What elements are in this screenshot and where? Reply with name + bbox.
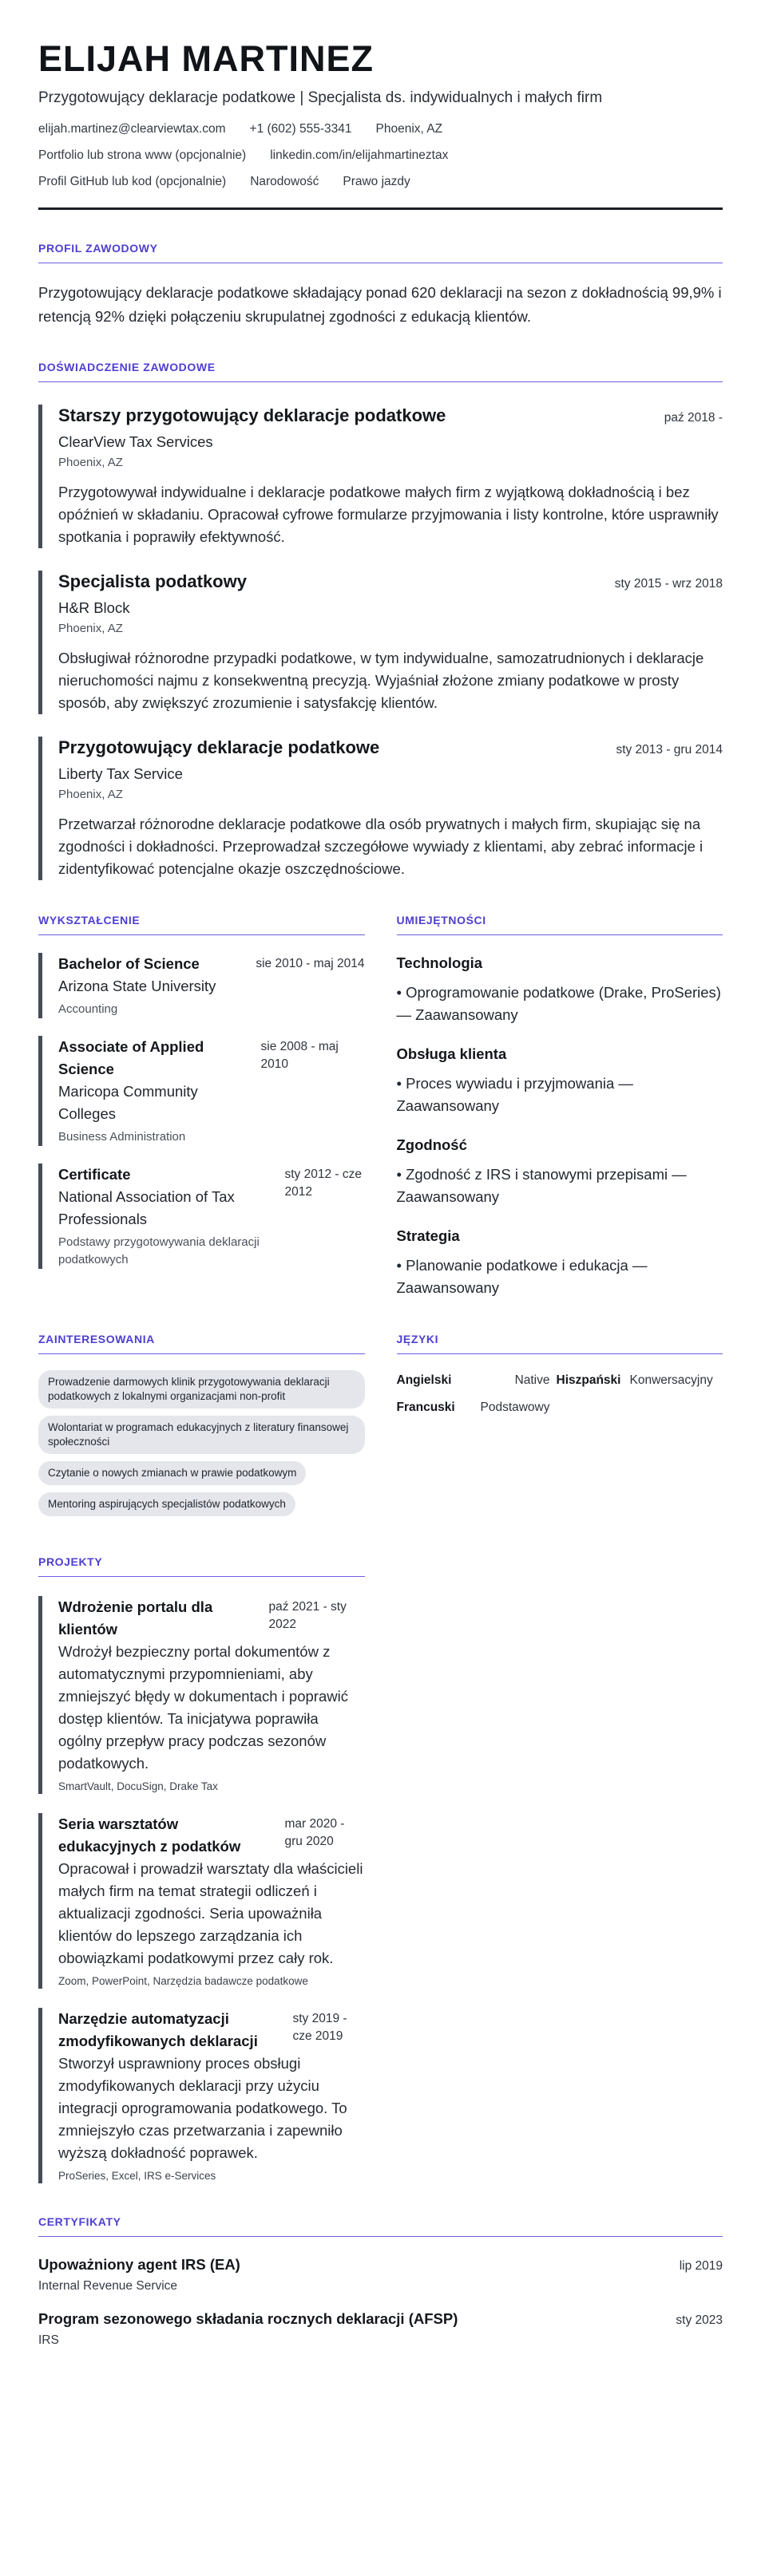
job-company: ClearView Tax Services: [58, 433, 213, 450]
job-company: Liberty Tax Service: [58, 765, 183, 782]
education-entry: [38, 1036, 365, 1146]
certification-name: Upoważniony agent IRS (EA): [38, 2256, 240, 2273]
skill-item: • Proces wywiadu i przyjmowania — Zaawansowany: [396, 1075, 633, 1114]
project-title: Wdrożenie portalu dla klientów: [58, 1598, 213, 1638]
education-school: Arizona State University: [58, 978, 216, 994]
projects-section: [38, 1555, 365, 2183]
language-name: Angielski: [396, 1373, 452, 1387]
skill-category: Obsługa klienta: [396, 1045, 507, 1062]
skill-item: • Oprogramowanie podatkowe (Drake, ProSeries) — Zaawansowany: [396, 984, 721, 1023]
language-level: Native: [514, 1373, 550, 1387]
job-title: Specjalista podatkowy: [58, 571, 247, 591]
contact-linkedin[interactable]: linkedin.com/in/elijahmartineztax: [270, 148, 449, 162]
job-title: Starszy przygotowujący deklaracje podatkowe: [58, 405, 446, 425]
certification-date: sty 2023: [676, 2313, 723, 2327]
interests-languages-row: [38, 1333, 723, 1523]
job-dates: sty 2015 - wrz 2018: [614, 577, 723, 591]
project-title: Seria warsztatów edukacyjnych z podatków: [58, 1815, 241, 1855]
education-heading: WYKSZTAŁCENIE: [38, 914, 365, 935]
project-description: Opracował i prowadził warsztaty dla właścicieli małych firm na temat strategii odliczeń i aktualizacji zgodności. Seria upoważniła klientów do lepszego zarządzania ich obowiązkami podatkowymi przez cały rok.: [58, 1860, 363, 1966]
education-degree: Certificate: [58, 1166, 131, 1183]
languages-list: [397, 1373, 723, 1415]
education-dates: sty 2012 - cze 2012: [284, 1167, 362, 1199]
contact-row-1: [38, 121, 723, 137]
skill-category: Strategia: [396, 1227, 460, 1244]
job-location: Phoenix, AZ: [58, 622, 123, 635]
education-degree: Bachelor of Science: [58, 955, 200, 972]
skill-category: Technologia: [396, 954, 483, 971]
language-name: Hiszpański: [556, 1373, 621, 1387]
project-title: Narzędzie automatyzacji zmodyfikowanych deklaracji: [58, 2010, 258, 2049]
job-location: Phoenix, AZ: [58, 456, 123, 469]
summary-section: [38, 242, 723, 329]
skills-heading: UMIEJĘTNOŚCI: [397, 914, 723, 935]
interest-tag: Prowadzenie darmowych klinik przygotowywania deklaracji podatkowych z lokalnymi organizacjami non-profit: [38, 1370, 365, 1409]
certification-issuer: IRS: [38, 2333, 59, 2347]
job-entry: [38, 405, 723, 548]
interests-section: [38, 1333, 365, 1523]
education-section: [38, 914, 365, 1299]
language-name: Francuski: [396, 1401, 455, 1414]
skill-category: Zgodność: [396, 1136, 467, 1153]
project-entry: [38, 1813, 365, 1989]
certifications-section: [38, 2215, 723, 2349]
education-field: Accounting: [58, 1002, 118, 1016]
certification-date: lip 2019: [679, 2259, 723, 2273]
education-field: Business Administration: [58, 1130, 186, 1144]
project-description: Stworzył usprawniony proces obsługi zmodyfikowanych deklaracji przy użyciu integracji oprogramowania podatkowego. To zmniejszyło czas przetwarzania i zapewniło wyższą dokładność poprawek.: [58, 2055, 347, 2161]
project-dates: paź 2021 - sty 2022: [268, 1600, 347, 1631]
education-school: Maricopa Community Colleges: [58, 1083, 198, 1122]
interest-tag: Mentoring aspirujących specjalistów podatkowych: [38, 1492, 295, 1516]
job-dates: paź 2018 -: [664, 411, 723, 425]
education-dates: sie 2008 - maj 2010: [260, 1040, 339, 1071]
job-entry: [38, 571, 723, 714]
project-tech: ProSeries, Excel, IRS e-Services: [58, 2170, 216, 2182]
experience-heading: DOŚWIADCZENIE ZAWODOWE: [38, 361, 723, 382]
project-dates: mar 2020 - gru 2020: [284, 1817, 345, 1848]
education-dates: sie 2010 - maj 2014: [256, 957, 365, 970]
job-description: Przetwarzał różnorodne deklaracje podatkowe dla osób prywatnych i małych firm, skupiając się na zgodności i dokładności. Przeprowadzał szczegółowe wywiady z klientami, aby zebrać informacje i zidentyfikować potencjalne okazje oszczędnościowe.: [58, 816, 704, 877]
languages-section: [397, 1333, 723, 1523]
job-company: H&R Block: [58, 599, 130, 616]
skills-section: [397, 914, 723, 1299]
language-level: Konwersacyjny: [629, 1373, 713, 1387]
job-dates: sty 2013 - gru 2014: [616, 743, 723, 757]
project-description: Wdrożył bezpieczny portal dokumentów z automatycznymi przypomnieniami, aby zmniejszyć błędy w dokumentach i poprawić dostęp klientów. Ta inicjatywa poprawiła ogólny przepływ pracy podczas sezonów podatkowych.: [58, 1643, 348, 1772]
interests-list: [38, 1370, 365, 1523]
contact-phone[interactable]: +1 (602) 555-3341: [249, 122, 352, 136]
contact-location: Phoenix, AZ: [375, 122, 443, 136]
job-location: Phoenix, AZ: [58, 788, 123, 801]
project-tech: SmartVault, DocuSign, Drake Tax: [58, 1780, 218, 1792]
project-tech: Zoom, PowerPoint, Narzędzia badawcze podatkowe: [58, 1975, 308, 1987]
job-entry: [38, 737, 723, 880]
candidate-headline: Przygotowujący deklaracje podatkowe | Specjalista ds. indywidualnych i małych firm: [38, 89, 603, 106]
contact-license: Prawo jazdy: [343, 175, 410, 188]
candidate-name: ELIJAH MARTINEZ: [38, 38, 374, 79]
education-entry: [38, 1164, 365, 1269]
education-field: Podstawy przygotowywania deklaracji podatkowych: [58, 1235, 260, 1266]
skill-item: • Zgodność z IRS i stanowymi przepisami — Zaawansowany: [396, 1166, 687, 1205]
certifications-heading: CERTYFIKATY: [38, 2215, 723, 2237]
education-degree: Associate of Applied Science: [58, 1038, 204, 1077]
contact-portfolio[interactable]: Portfolio lub strona www (opcjonalnie): [38, 148, 247, 162]
certification-issuer: Internal Revenue Service: [38, 2279, 178, 2293]
contact-nationality: Narodowość: [250, 175, 319, 188]
languages-heading: JĘZYKI: [397, 1333, 723, 1354]
contact-email[interactable]: elijah.martinez@clearviewtax.com: [38, 122, 226, 136]
interests-heading: ZAINTERESOWANIA: [38, 1333, 365, 1354]
education-entry: [38, 953, 365, 1018]
skill-item: • Planowanie podatkowe i edukacja — Zaawansowany: [396, 1257, 648, 1296]
summary-heading: PROFIL ZAWODOWY: [38, 242, 723, 263]
summary-text: Przygotowujący deklaracje podatkowe składający ponad 620 deklaracji na sezon z dokładnością 99,9% i retencją 92% dzięki połączeniu skrupulatnej zgodności z edukacją klientów.: [38, 284, 722, 325]
project-dates: sty 2019 - cze 2019: [292, 2012, 347, 2043]
job-description: Obsługiwał różnorodne przypadki podatkowe, w tym indywidualne, samozatrudnionych i deklaracje nieruchomości najmu z konsekwentną precyzją. Wyjaśniał złożone zmiany podatkowe w prosty sposób, aby zwiększyć zrozumienie i satysfakcję klientów.: [58, 650, 704, 711]
contact-row-2: [38, 148, 723, 164]
job-description: Przygotowywał indywidualne i deklaracje podatkowe małych firm z wyjątkową dokładnością i bez opóźnień w składaniu. Opracował cyfrowe formularze przyjmowania i listy kontrolne, które usprawniły spotkania i poprawiły efektywność.: [58, 484, 719, 545]
experience-section: [38, 361, 723, 880]
contact-github[interactable]: Profil GitHub lub kod (opcjonalnie): [38, 175, 227, 188]
projects-heading: PROJEKTY: [38, 1555, 365, 1577]
interest-tag: Czytanie o nowych zmianach w prawie podatkowym: [38, 1461, 306, 1485]
interest-tag: Wolontariat w programach edukacyjnych z literatury finansowej społeczności: [38, 1416, 365, 1454]
resume-header: [38, 38, 723, 210]
contact-row-3: [38, 174, 723, 190]
education-skills-row: [38, 914, 723, 1299]
education-school: National Association of Tax Professionals: [58, 1188, 235, 1227]
certification-name: Program sezonowego składania rocznych deklaracji (AFSP): [38, 2310, 458, 2327]
job-title: Przygotowujący deklaracje podatkowe: [58, 737, 380, 757]
project-entry: [38, 2008, 365, 2183]
certification-entry: [38, 2254, 723, 2294]
header-divider: [38, 207, 723, 210]
language-level: Podstawowy: [480, 1401, 550, 1414]
project-entry: [38, 1596, 365, 1794]
certification-entry: [38, 2309, 723, 2349]
